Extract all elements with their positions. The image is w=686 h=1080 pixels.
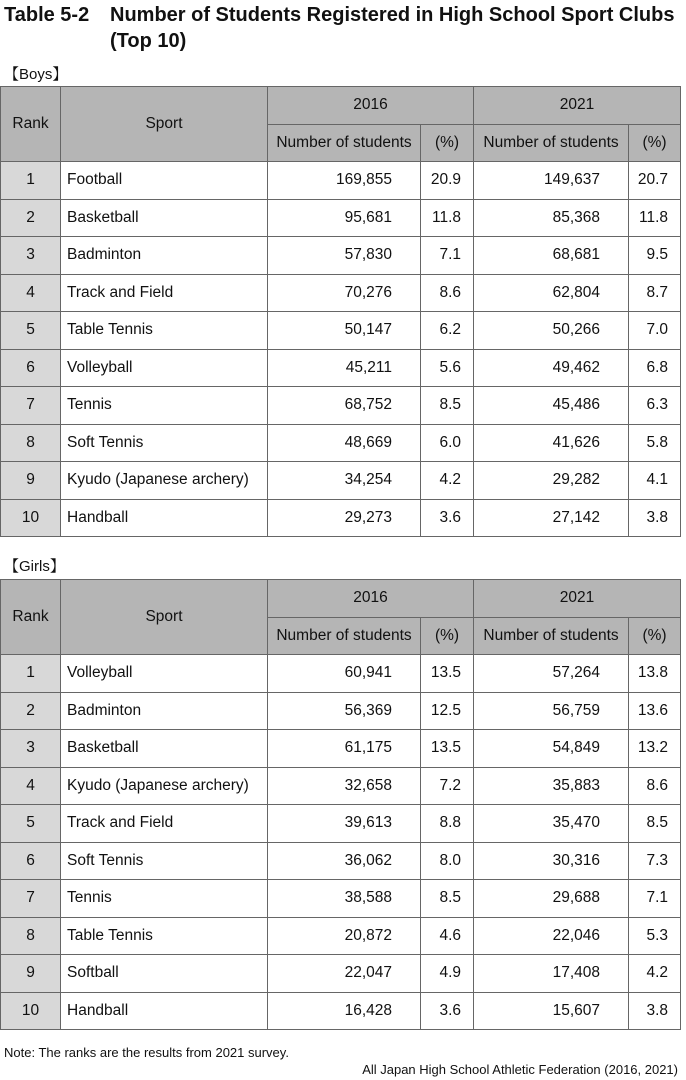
students-2016-cell: 20,872 — [268, 917, 421, 955]
pct-2016-header: (%) — [421, 617, 474, 655]
year-2021-header: 2021 — [474, 580, 681, 618]
pct-2016-cell: 8.5 — [421, 880, 474, 918]
students-2021-cell: 57,264 — [474, 655, 629, 693]
pct-2016-cell: 7.2 — [421, 767, 474, 805]
sport-cell: Kyudo (Japanese archery) — [61, 767, 268, 805]
students-2021-cell: 15,607 — [474, 992, 629, 1030]
pct-2021-cell: 3.8 — [629, 499, 681, 537]
students-2016-cell: 57,830 — [268, 237, 421, 275]
students-2016-cell: 70,276 — [268, 274, 421, 312]
pct-2021-cell: 13.2 — [629, 730, 681, 768]
sport-cell: Badminton — [61, 237, 268, 275]
pct-2021-header: (%) — [629, 124, 681, 162]
pct-2021-cell: 6.3 — [629, 387, 681, 425]
sport-cell: Handball — [61, 992, 268, 1030]
rank-cell: 10 — [1, 992, 61, 1030]
boys-section-label: 【Boys】 — [4, 66, 68, 83]
table-title-text: Number of Students Registered in High School Sport Clubs (Top 10) — [110, 4, 675, 52]
table-row — [1, 730, 681, 768]
students-2021-cell: 35,883 — [474, 767, 629, 805]
table-row — [1, 424, 681, 462]
rank-cell: 8 — [1, 424, 61, 462]
table-row — [1, 199, 681, 237]
table-row — [1, 992, 681, 1030]
students-2021-cell: 17,408 — [474, 955, 629, 993]
pct-2021-cell: 7.1 — [629, 880, 681, 918]
pct-2021-header: (%) — [629, 617, 681, 655]
pct-2016-cell: 6.0 — [421, 424, 474, 462]
sport-cell: Basketball — [61, 730, 268, 768]
girls-section-label: 【Girls】 — [4, 558, 65, 575]
table-row — [1, 692, 681, 730]
students-2021-cell: 27,142 — [474, 499, 629, 537]
girls-table — [0, 579, 681, 1030]
rank-cell: 7 — [1, 387, 61, 425]
pct-2016-cell: 4.2 — [421, 462, 474, 500]
table-row — [1, 237, 681, 275]
pct-2016-cell: 5.6 — [421, 349, 474, 387]
pct-2021-cell: 4.1 — [629, 462, 681, 500]
students-2021-cell: 35,470 — [474, 805, 629, 843]
pct-2021-cell: 9.5 — [629, 237, 681, 275]
rank-cell: 9 — [1, 462, 61, 500]
rank-header: Rank — [1, 87, 61, 162]
sport-cell: Handball — [61, 499, 268, 537]
sport-cell: Football — [61, 162, 268, 200]
rank-cell: 3 — [1, 237, 61, 275]
pct-2021-cell: 4.2 — [629, 955, 681, 993]
pct-2021-cell: 7.0 — [629, 312, 681, 350]
table-row — [1, 312, 681, 350]
table-row — [1, 917, 681, 955]
students-2021-header: Number of students — [474, 617, 629, 655]
pct-2021-cell: 11.8 — [629, 199, 681, 237]
year-2016-header: 2016 — [268, 580, 474, 618]
students-2021-cell: 22,046 — [474, 917, 629, 955]
pct-2016-cell: 4.6 — [421, 917, 474, 955]
students-2016-header: Number of students — [268, 617, 421, 655]
sport-cell: Soft Tennis — [61, 424, 268, 462]
pct-2021-cell: 6.8 — [629, 349, 681, 387]
table-row — [1, 387, 681, 425]
students-2021-cell: 56,759 — [474, 692, 629, 730]
students-2021-cell: 30,316 — [474, 842, 629, 880]
students-2016-cell: 95,681 — [268, 199, 421, 237]
year-2016-header: 2016 — [268, 87, 474, 125]
pct-2016-cell: 13.5 — [421, 730, 474, 768]
pct-2021-cell: 13.6 — [629, 692, 681, 730]
sport-cell: Kyudo (Japanese archery) — [61, 462, 268, 500]
students-2021-cell: 29,282 — [474, 462, 629, 500]
students-2016-cell: 61,175 — [268, 730, 421, 768]
students-2021-cell: 50,266 — [474, 312, 629, 350]
rank-cell: 8 — [1, 917, 61, 955]
sport-cell: Softball — [61, 955, 268, 993]
students-2016-cell: 48,669 — [268, 424, 421, 462]
sport-cell: Volleyball — [61, 349, 268, 387]
table-row — [1, 655, 681, 693]
rank-cell: 10 — [1, 499, 61, 537]
students-2016-cell: 60,941 — [268, 655, 421, 693]
students-2016-cell: 56,369 — [268, 692, 421, 730]
pct-2016-cell: 6.2 — [421, 312, 474, 350]
students-2021-cell: 45,486 — [474, 387, 629, 425]
pct-2021-cell: 13.8 — [629, 655, 681, 693]
pct-2016-cell: 8.5 — [421, 387, 474, 425]
students-2016-cell: 39,613 — [268, 805, 421, 843]
students-2021-cell: 68,681 — [474, 237, 629, 275]
pct-2021-cell: 3.8 — [629, 992, 681, 1030]
pct-2021-cell: 7.3 — [629, 842, 681, 880]
rank-cell: 6 — [1, 842, 61, 880]
students-2021-cell: 149,637 — [474, 162, 629, 200]
pct-2021-cell: 8.7 — [629, 274, 681, 312]
pct-2021-cell: 5.3 — [629, 917, 681, 955]
pct-2021-cell: 20.7 — [629, 162, 681, 200]
pct-2016-header: (%) — [421, 124, 474, 162]
sport-cell: Badminton — [61, 692, 268, 730]
students-2021-cell: 85,368 — [474, 199, 629, 237]
sport-cell: Table Tennis — [61, 312, 268, 350]
sport-cell: Table Tennis — [61, 917, 268, 955]
sport-header: Sport — [61, 87, 268, 162]
rank-cell: 3 — [1, 730, 61, 768]
sport-cell: Soft Tennis — [61, 842, 268, 880]
students-2021-cell: 54,849 — [474, 730, 629, 768]
table-row — [1, 880, 681, 918]
pct-2016-cell: 20.9 — [421, 162, 474, 200]
pct-2016-cell: 7.1 — [421, 237, 474, 275]
year-2021-header: 2021 — [474, 87, 681, 125]
pct-2021-cell: 5.8 — [629, 424, 681, 462]
pct-2016-cell: 8.6 — [421, 274, 474, 312]
pct-2016-cell: 4.9 — [421, 955, 474, 993]
students-2016-cell: 29,273 — [268, 499, 421, 537]
footnote: Note: The ranks are the results from 2021 survey. — [4, 1045, 289, 1060]
students-2016-cell: 36,062 — [268, 842, 421, 880]
students-2016-cell: 45,211 — [268, 349, 421, 387]
table-row — [1, 274, 681, 312]
students-2016-cell: 16,428 — [268, 992, 421, 1030]
students-2016-cell: 34,254 — [268, 462, 421, 500]
table-row — [1, 805, 681, 843]
students-2016-cell: 68,752 — [268, 387, 421, 425]
students-2016-cell: 50,147 — [268, 312, 421, 350]
sport-cell: Volleyball — [61, 655, 268, 693]
table-row — [1, 162, 681, 200]
students-2021-header: Number of students — [474, 124, 629, 162]
rank-cell: 4 — [1, 767, 61, 805]
students-2016-header: Number of students — [268, 124, 421, 162]
pct-2021-cell: 8.6 — [629, 767, 681, 805]
table-number: Table 5-2 — [4, 4, 90, 26]
students-2016-cell: 32,658 — [268, 767, 421, 805]
pct-2016-cell: 8.8 — [421, 805, 474, 843]
students-2016-cell: 169,855 — [268, 162, 421, 200]
sport-cell: Basketball — [61, 199, 268, 237]
pct-2016-cell: 11.8 — [421, 199, 474, 237]
rank-cell: 5 — [1, 312, 61, 350]
sport-cell: Tennis — [61, 387, 268, 425]
source-citation: All Japan High School Athletic Federation (2016, 2021) — [362, 1062, 678, 1077]
sport-cell: Track and Field — [61, 274, 268, 312]
rank-cell: 5 — [1, 805, 61, 843]
rank-cell: 7 — [1, 880, 61, 918]
rank-cell: 9 — [1, 955, 61, 993]
pct-2021-cell: 8.5 — [629, 805, 681, 843]
pct-2016-cell: 13.5 — [421, 655, 474, 693]
boys-table — [0, 86, 681, 537]
rank-header: Rank — [1, 580, 61, 655]
table-row — [1, 499, 681, 537]
pct-2016-cell: 12.5 — [421, 692, 474, 730]
table-row — [1, 842, 681, 880]
rank-cell: 6 — [1, 349, 61, 387]
rank-cell: 2 — [1, 199, 61, 237]
students-2021-cell: 29,688 — [474, 880, 629, 918]
pct-2016-cell: 3.6 — [421, 499, 474, 537]
table-row — [1, 349, 681, 387]
pct-2016-cell: 3.6 — [421, 992, 474, 1030]
students-2016-cell: 22,047 — [268, 955, 421, 993]
students-2021-cell: 49,462 — [474, 349, 629, 387]
table-row — [1, 462, 681, 500]
rank-cell: 2 — [1, 692, 61, 730]
rank-cell: 4 — [1, 274, 61, 312]
rank-cell: 1 — [1, 655, 61, 693]
sport-cell: Track and Field — [61, 805, 268, 843]
sport-cell: Tennis — [61, 880, 268, 918]
students-2016-cell: 38,588 — [268, 880, 421, 918]
table-row — [1, 955, 681, 993]
pct-2016-cell: 8.0 — [421, 842, 474, 880]
table-row — [1, 767, 681, 805]
sport-header: Sport — [61, 580, 268, 655]
students-2021-cell: 62,804 — [474, 274, 629, 312]
students-2021-cell: 41,626 — [474, 424, 629, 462]
rank-cell: 1 — [1, 162, 61, 200]
